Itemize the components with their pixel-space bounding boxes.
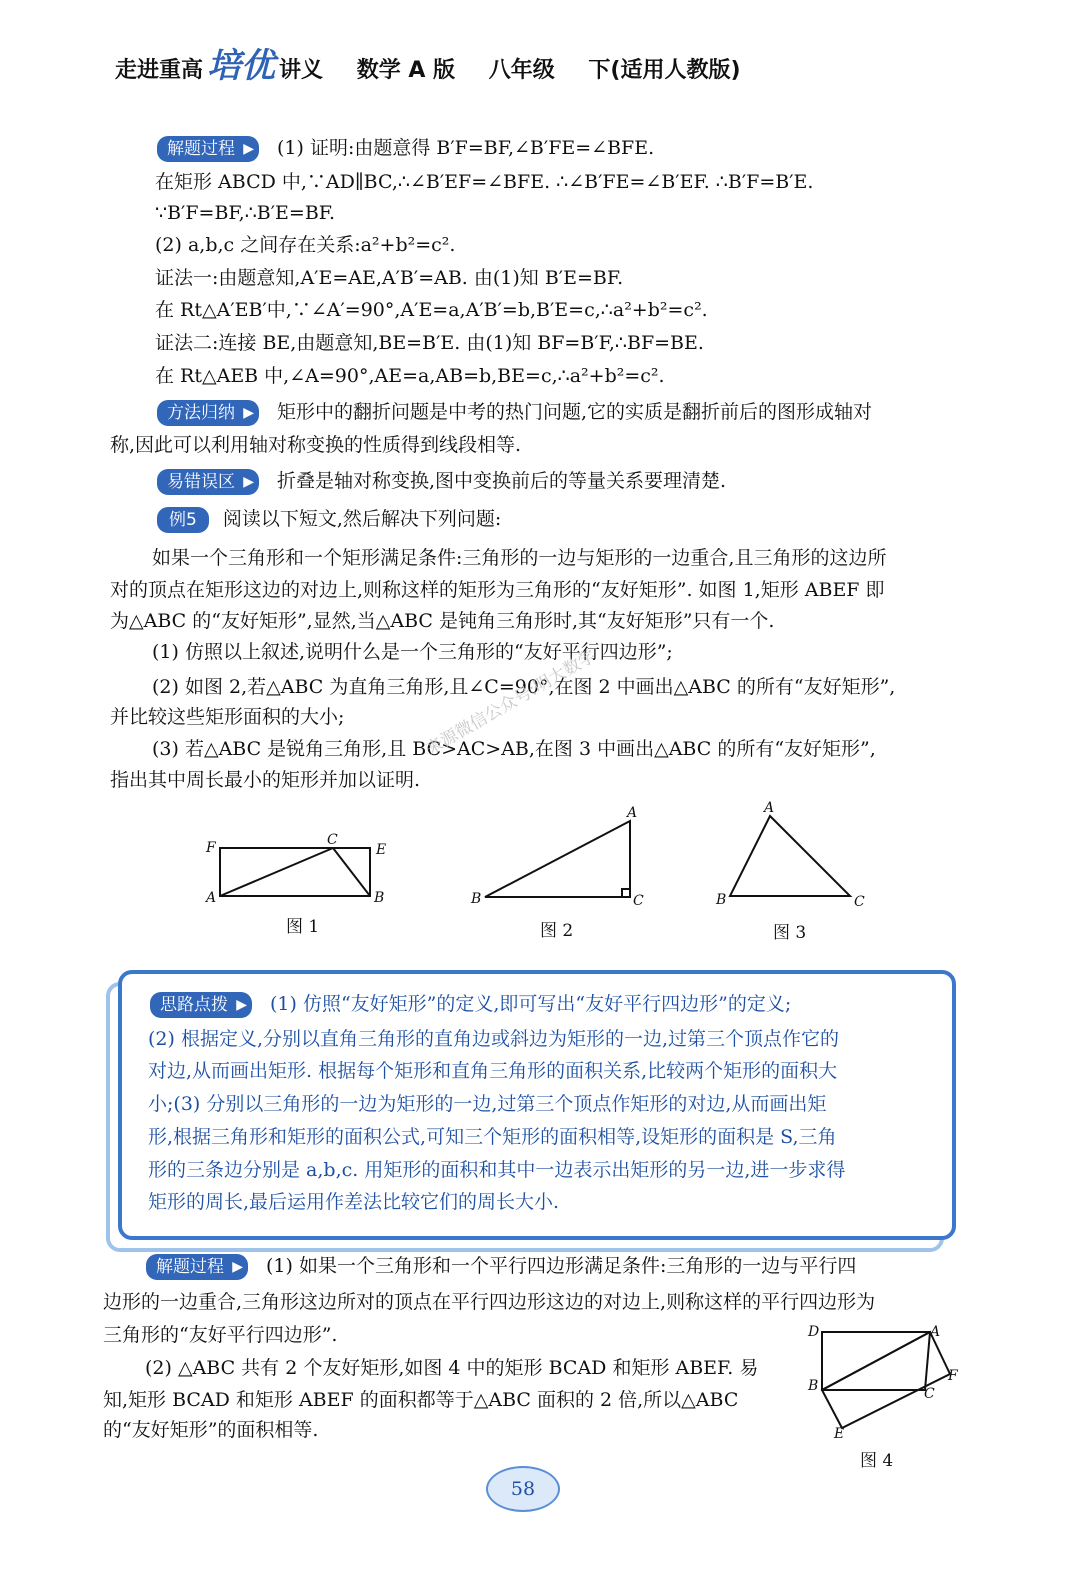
sol4-line-4: (2) a,b,c 之间存在关系:a²+b²=c². [155, 234, 456, 256]
fig4-label-F: F [948, 1368, 958, 1384]
sol5-line-5: 知,矩形 BCAD 和矩形 ABEF 的面积都等于△ABC 面积的 2 倍,所以△ABC [103, 1389, 739, 1411]
figure-2-caption: 图 2 [540, 921, 574, 941]
mistake-line [157, 469, 726, 495]
figure-2 [465, 805, 655, 915]
example-q3a: (3) 若△ABC 是锐角三角形,且 BC>AC>AB,在图 3 中画出△ABC 的所有“友好矩形”, [152, 738, 876, 760]
fig3-label-B: B [716, 892, 727, 908]
figure-4 [800, 1318, 970, 1442]
brand-suffix: 讲义 [279, 58, 324, 83]
sol4-line-2: 在矩形 ABCD 中,∵AD∥BC,∴∠B′EF=∠BFE. ∴∠B′FE=∠B′EF. ∴B′F=B′E. [155, 171, 814, 193]
figure-3-caption: 图 3 [773, 923, 807, 943]
figure-1-caption: 图 1 [286, 917, 320, 937]
sol4-line-7: 证法二:连接 BE,由题意知,BE=B′E. 由(1)知 BF=B′F,∴BF=BE. [155, 332, 704, 354]
hint-line-2: (2) 根据定义,分别以直角三角形的直角边或斜边为矩形的一边,过第三个顶点作它的 [148, 1028, 840, 1050]
fig4-label-D: D [808, 1324, 820, 1340]
sol4-line-8: 在 Rt△AEB 中,∠A=90°,AE=a,AB=b,BE=c,∴a²+b²=c². [155, 365, 665, 387]
example-intro: 阅读以下短文,然后解决下列问题: [222, 508, 502, 530]
fig2-label-B: B [471, 891, 482, 907]
method-tag: 方法归纳 ▶ [157, 400, 259, 426]
hint-line-1 [150, 992, 791, 1018]
fig1-label-A: A [206, 890, 217, 906]
series-title: 走进重高 [115, 58, 204, 83]
volume-label: 下(适用人教版) [588, 58, 741, 83]
sol5-line-6: 的“友好矩形”的面积相等. [103, 1419, 319, 1441]
sol4-text-1: (1) 证明:由题意得 B′F=BF,∠B′FE=∠BFE. [277, 137, 655, 159]
mistake-tag: 易错误区 ▶ [157, 469, 259, 495]
hint-line-4: 小;(3) 分别以三角形的一边为矩形的一边,过第三个顶点作矩形的对边,从而画出矩 [148, 1093, 827, 1115]
example-q1: (1) 仿照以上叙述,说明什么是一个三角形的“友好平行四边形”; [152, 641, 673, 663]
example-p1: 如果一个三角形和一个矩形满足条件:三角形的一边与矩形的一边重合,且三角形的这边所 [152, 547, 887, 569]
method-line-2: 称,因此可以利用轴对称变换的性质得到线段相等. [110, 434, 522, 456]
subject-label: 数学 A 版 [356, 58, 456, 83]
sol5-line-1 [146, 1254, 856, 1280]
figure-4-caption: 图 4 [860, 1451, 894, 1471]
figure-3 [710, 798, 870, 913]
example-q2a: (2) 如图 2,若△ABC 为直角三角形,且∠C=90°,在图 2 中画出△ABC 的所有“友好矩形”, [152, 676, 896, 698]
sol5-line-3: 三角形的“友好平行四边形”. [103, 1324, 338, 1346]
example-p3: 为△ABC 的“友好矩形”,显然,当△ABC 是钝角三角形时,其“友好矩形”只有一个. [110, 610, 775, 632]
figure-1 [200, 830, 400, 920]
fig1-label-B: B [374, 890, 385, 906]
fig2-label-C: C [633, 893, 644, 909]
hint-line-3: 对边,从而画出矩形. 根据每个矩形和直角三角形的面积关系,比较两个矩形的面积大 [148, 1060, 838, 1082]
running-header [115, 38, 741, 87]
sol4-line-3: ∵B′F=BF,∴B′E=BF. [155, 202, 336, 224]
mistake-text: 折叠是轴对称变换,图中变换前后的等量关系要理清楚. [277, 470, 727, 492]
page-number: 58 [486, 1466, 560, 1512]
fig1-label-E: E [376, 842, 387, 858]
brand-title: 培优 [207, 46, 276, 86]
fig1-label-C: C [327, 832, 338, 848]
fig1-label-F: F [206, 840, 216, 856]
fig4-label-E: E [834, 1426, 845, 1442]
sol4-line-1 [157, 136, 654, 162]
method-line-1 [157, 400, 872, 426]
sol4-line-5: 证法一:由题意知,A′E=AE,A′B′=AB. 由(1)知 B′E=BF. [155, 267, 624, 289]
example-p2: 对的顶点在矩形这边的对边上,则称这样的矩形为三角形的“友好矩形”. 如图 1,矩形 ABEF 即 [110, 579, 885, 601]
grade-label: 八年级 [488, 58, 555, 83]
sol5-line-4: (2) △ABC 共有 2 个友好矩形,如图 4 中的矩形 BCAD 和矩形 ABEF. 易 [145, 1357, 759, 1379]
hint-tag: 思路点拨 ▶ [150, 992, 252, 1018]
method-text-1: 矩形中的翻折问题是中考的热门问题,它的实质是翻折前后的图形成轴对 [277, 401, 873, 423]
hint-text-1: (1) 仿照“友好矩形”的定义,即可写出“友好平行四边形”的定义; [270, 993, 792, 1015]
sol4-line-6: 在 Rt△A′EB′中,∵∠A′=90°,A′E=a,A′B′=b,B′E=c,∴a²+b²=c². [155, 299, 708, 321]
example-tag: 例5 [157, 507, 209, 533]
process-tag: 解题过程 ▶ [157, 136, 259, 162]
fig4-label-B: B [808, 1378, 819, 1394]
hint-line-7: 矩形的周长,最后运用作差法比较它们的周长大小. [148, 1191, 560, 1213]
hint-line-5: 形,根据三角形和矩形的面积公式,可知三个矩形的面积相等,设矩形的面积是 S,三角 [148, 1126, 837, 1148]
process-tag-2: 解题过程 ▶ [146, 1254, 248, 1280]
sol5-text-1: (1) 如果一个三角形和一个平行四边形满足条件:三角形的一边与平行四 [266, 1255, 857, 1277]
fig4-label-C: C [924, 1386, 935, 1402]
watermark: 来源微信公众号:明大数学 [422, 645, 600, 760]
fig3-label-C: C [854, 894, 865, 910]
example-q3b: 指出其中周长最小的矩形并加以证明. [110, 769, 421, 791]
example-q2b: 并比较这些矩形面积的大小; [110, 706, 345, 728]
hint-line-6: 形的三条边分别是 a,b,c. 用矩形的面积和其中一边表示出矩形的另一边,进一步求得 [148, 1159, 846, 1181]
example-heading [157, 507, 501, 533]
fig2-label-A: A [627, 805, 638, 821]
fig4-label-A: A [930, 1324, 941, 1340]
fig3-label-A: A [764, 800, 775, 816]
sol5-line-2: 边形的一边重合,三角形这边所对的顶点在平行四边形这边的对边上,则称这样的平行四边形为 [103, 1291, 876, 1313]
